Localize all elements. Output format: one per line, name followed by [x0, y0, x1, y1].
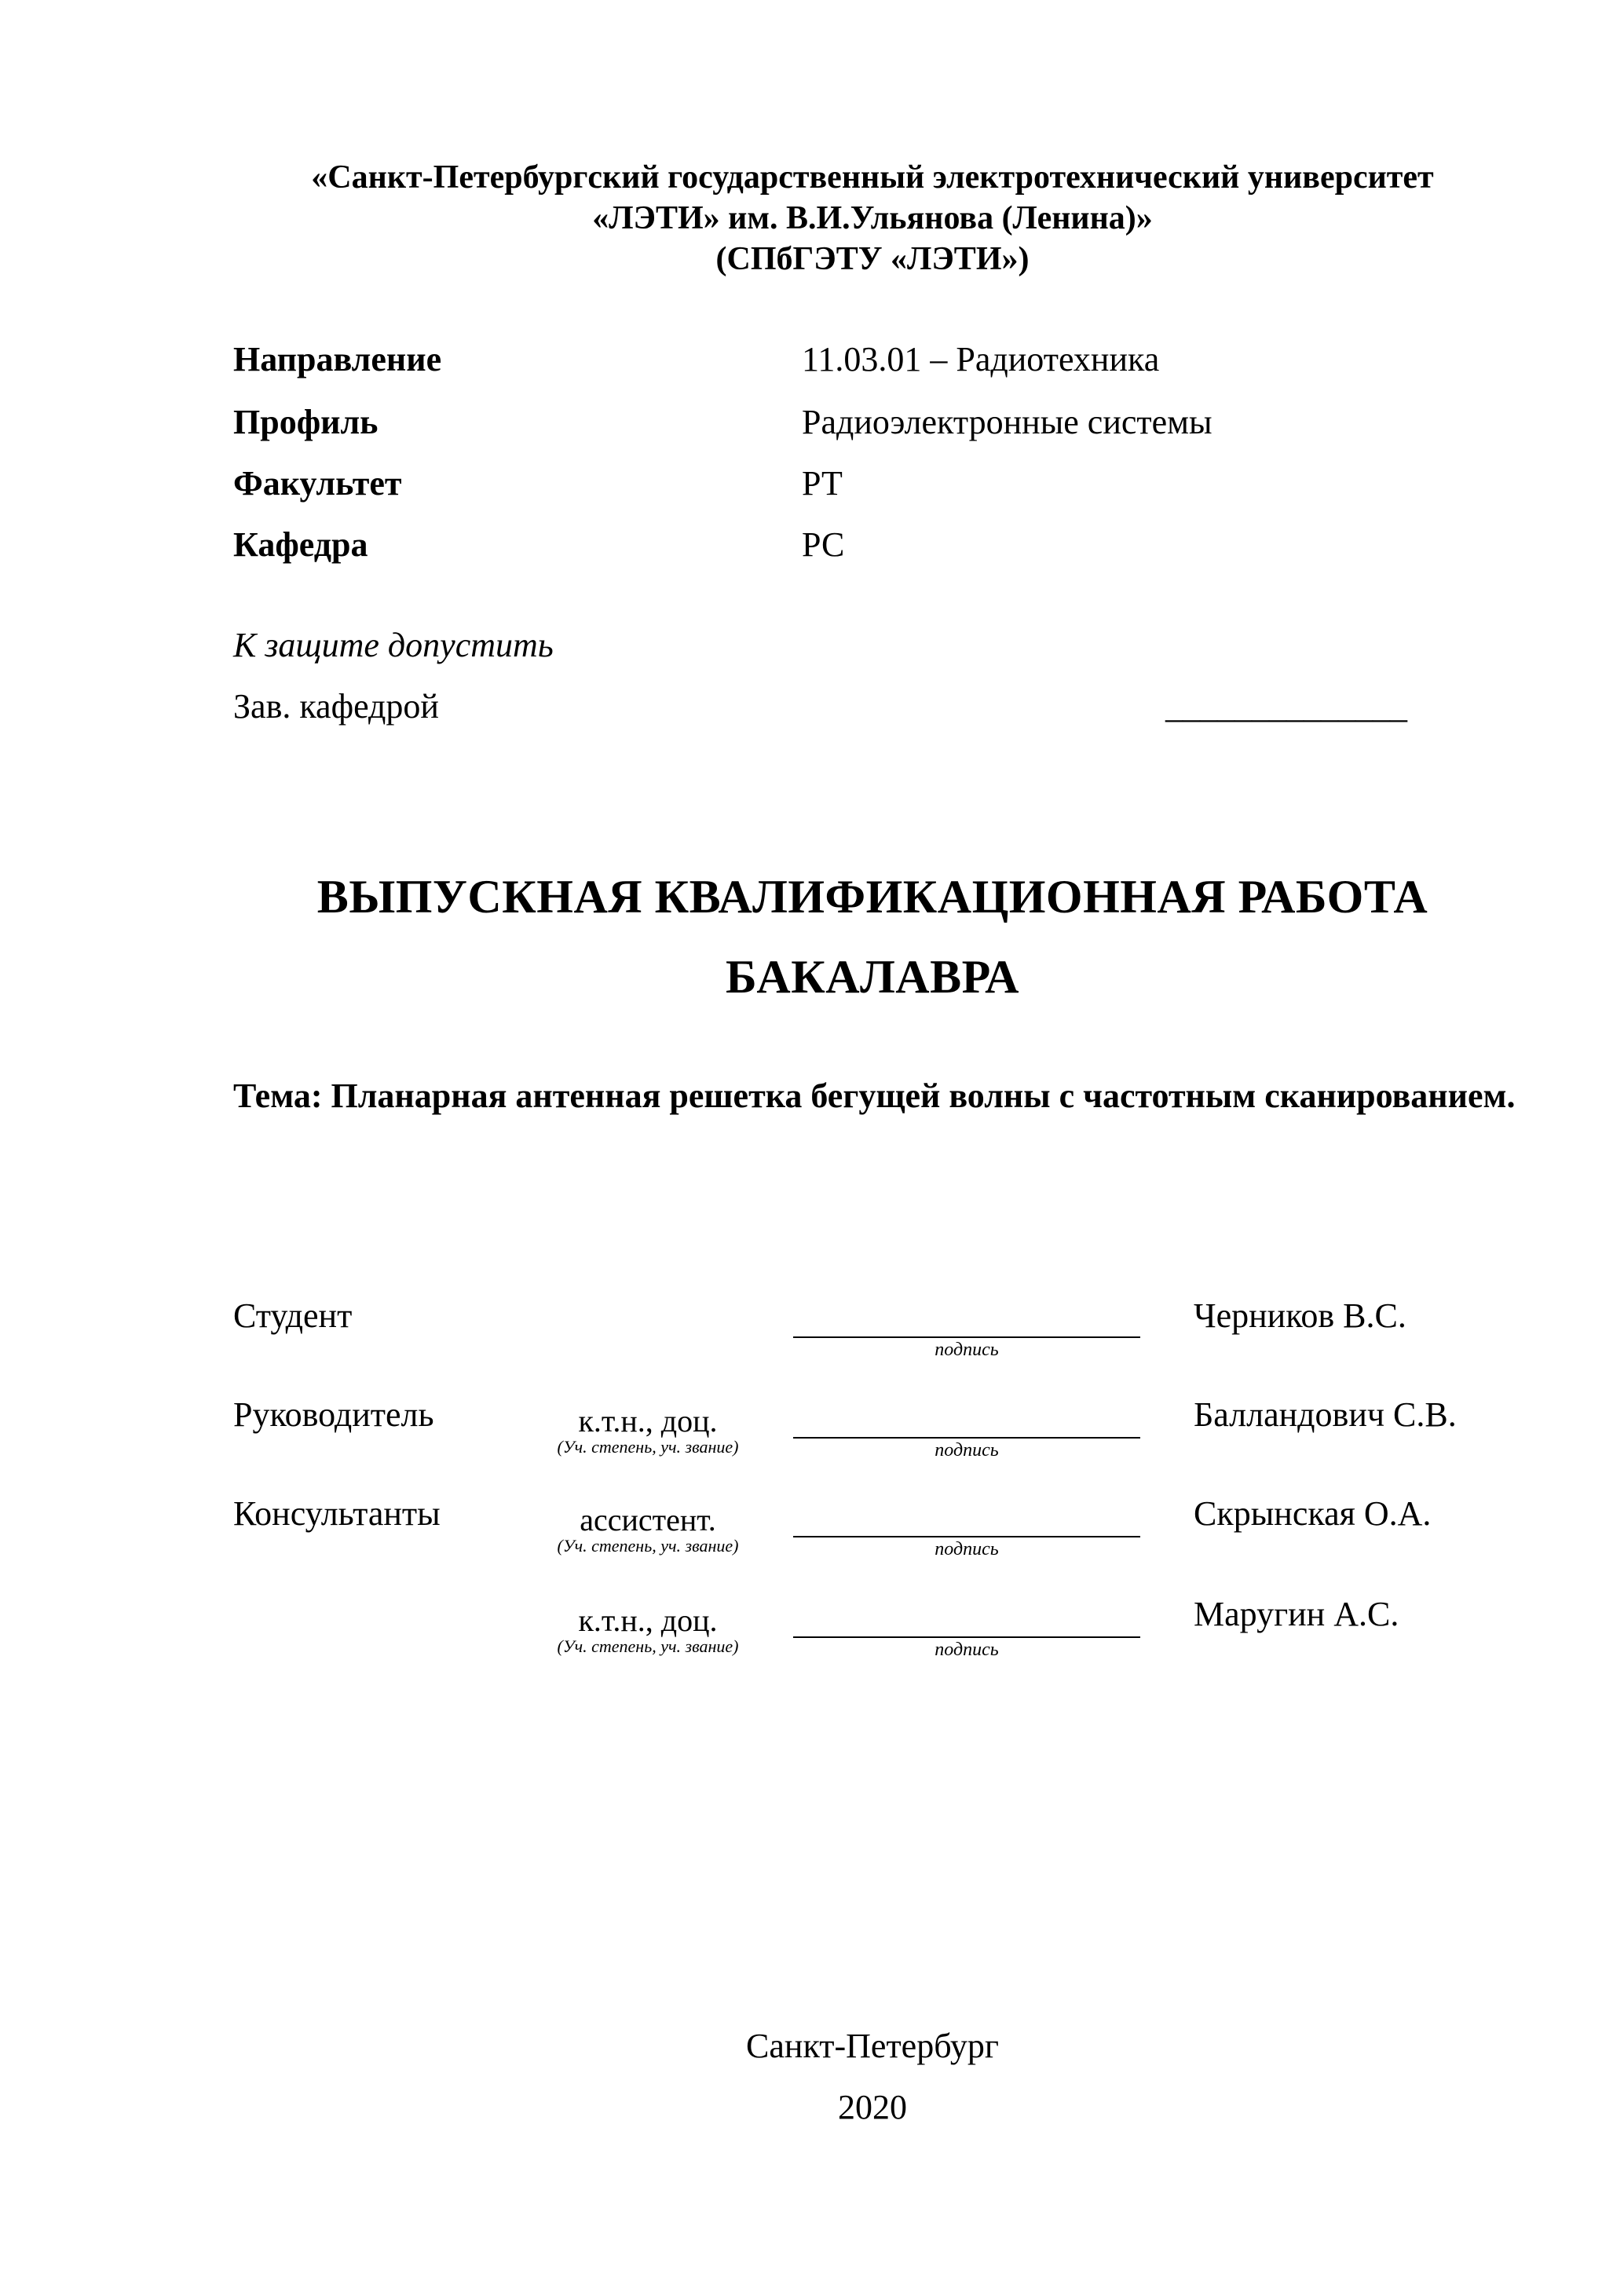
field-label-faculty: Факультет: [233, 464, 402, 503]
field-value-direction: 11.03.01 – Радиотехника: [802, 340, 1160, 378]
signature-hint: подпись: [935, 1440, 999, 1461]
signature-role-consultants: Консультанты: [233, 1494, 441, 1533]
signature-line: [793, 1636, 1140, 1638]
signature-degree: ассистент.: [580, 1502, 716, 1537]
signature-hint: подпись: [935, 1539, 999, 1559]
signature-name-student: Черников В.С.: [1194, 1296, 1406, 1335]
document-title-line-2: БАКАЛАВРА: [726, 951, 1019, 1003]
field-value-profile: Радиоэлектронные системы: [802, 403, 1213, 441]
signature-role-supervisor: Руководитель: [233, 1395, 434, 1434]
approval-caption: К защите допустить: [233, 626, 554, 664]
signature-name-consultant-1: Скрынская О.А.: [1194, 1494, 1432, 1533]
thesis-topic: Тема: Планарная антенная решетка бегущей волны с частотным сканированием.: [233, 1077, 1516, 1115]
approval-signature-line: ______________: [1165, 687, 1407, 726]
signature-degree: к.т.н., доц.: [578, 1603, 718, 1638]
signature-degree-hint: (Уч. степень, уч. звание): [557, 1636, 739, 1656]
footer-year: 2020: [838, 2088, 907, 2126]
university-line-2: «ЛЭТИ» им. В.И.Ульянова (Ленина)»: [592, 200, 1153, 236]
signature-name-supervisor: Балландович С.В.: [1194, 1395, 1457, 1434]
signature-degree-hint: (Уч. степень, уч. звание): [557, 1536, 739, 1556]
field-value-department: РС: [802, 525, 845, 564]
signature-line: [793, 1336, 1140, 1338]
document-title-line-1: ВЫПУСКНАЯ КВАЛИФИКАЦИОННАЯ РАБОТА: [316, 871, 1428, 923]
signature-degree: к.т.н., доц.: [578, 1403, 718, 1439]
field-value-faculty: РТ: [802, 464, 843, 503]
signature-line: [793, 1536, 1140, 1537]
signature-name-consultant-2: Маругин А.С.: [1194, 1595, 1399, 1633]
university-line-3: (СПбГЭТУ «ЛЭТИ»): [715, 241, 1030, 277]
signature-hint: подпись: [935, 1340, 999, 1360]
signature-line: [793, 1437, 1140, 1439]
footer-city: Санкт-Петербург: [746, 2027, 999, 2065]
signature-degree-hint: (Уч. степень, уч. звание): [557, 1437, 739, 1457]
field-label-direction: Направление: [233, 340, 442, 378]
field-label-department: Кафедра: [233, 525, 368, 564]
field-label-profile: Профиль: [233, 403, 379, 441]
signature-hint: подпись: [935, 1640, 999, 1660]
signature-role-student: Студент: [233, 1296, 353, 1335]
university-line-1: «Санкт-Петербургский государственный электротехнический университет: [311, 159, 1434, 196]
approval-head-label: Зав. кафедрой: [233, 687, 439, 726]
